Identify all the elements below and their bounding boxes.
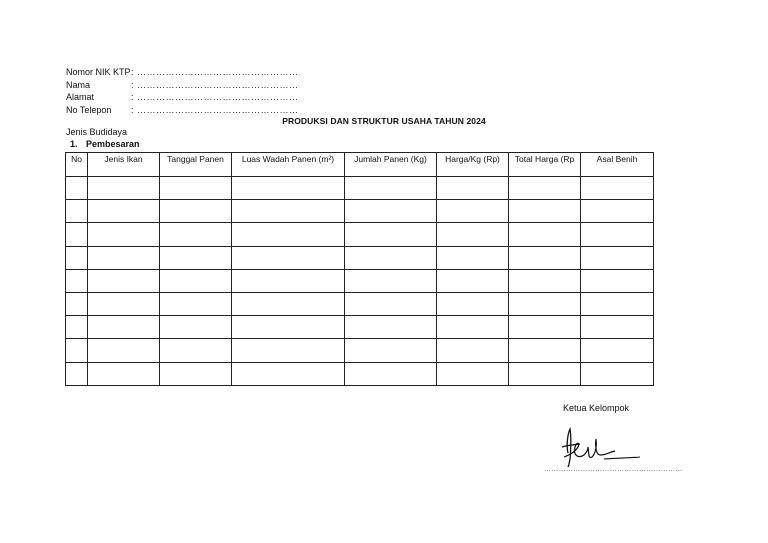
table-cell[interactable] bbox=[88, 246, 160, 269]
table-cell[interactable] bbox=[345, 200, 437, 223]
table-cell[interactable] bbox=[345, 339, 437, 362]
section-number: 1. bbox=[70, 139, 78, 149]
table-cell[interactable] bbox=[437, 269, 509, 292]
table-cell[interactable] bbox=[232, 177, 345, 200]
table-body bbox=[66, 177, 654, 386]
table-cell[interactable] bbox=[160, 246, 232, 269]
column-header: Luas Wadah Panen (m²) bbox=[232, 153, 345, 177]
table-cell[interactable] bbox=[160, 223, 232, 246]
table-cell[interactable] bbox=[88, 223, 160, 246]
table-row bbox=[66, 339, 654, 362]
table-cell[interactable] bbox=[581, 316, 654, 339]
column-header: Tanggal Panen bbox=[160, 153, 232, 177]
title-text: PRODUKSI DAN STRUKTUR USAHA TAHUN 2024 bbox=[282, 116, 486, 126]
column-header: Jumlah Panen (Kg) bbox=[345, 153, 437, 177]
table-cell[interactable] bbox=[509, 292, 581, 315]
table-cell[interactable] bbox=[581, 177, 654, 200]
table-cell[interactable] bbox=[509, 246, 581, 269]
table-cell[interactable] bbox=[345, 316, 437, 339]
table-cell[interactable] bbox=[232, 246, 345, 269]
table-cell[interactable] bbox=[581, 246, 654, 269]
table-cell[interactable] bbox=[581, 223, 654, 246]
table-row bbox=[66, 246, 654, 269]
table-cell[interactable] bbox=[437, 292, 509, 315]
field-value: : …………………………………………… bbox=[131, 92, 299, 102]
table-row bbox=[66, 362, 654, 385]
table-cell[interactable] bbox=[88, 316, 160, 339]
table-cell[interactable] bbox=[345, 223, 437, 246]
field-value: : …………………………………………… bbox=[131, 104, 299, 115]
table-cell[interactable] bbox=[66, 316, 88, 339]
production-table bbox=[65, 152, 654, 386]
column-header: Harga/Kg (Rp) bbox=[437, 153, 509, 177]
table-cell[interactable] bbox=[509, 269, 581, 292]
table-cell[interactable] bbox=[581, 269, 654, 292]
signature-label: Ketua Kelompok bbox=[563, 403, 630, 413]
section-heading bbox=[70, 139, 140, 149]
table-cell[interactable] bbox=[88, 292, 160, 315]
table-cell[interactable] bbox=[345, 177, 437, 200]
column-header: No bbox=[66, 153, 88, 177]
column-header: Jenis Ikan bbox=[88, 153, 160, 177]
table-cell[interactable] bbox=[232, 223, 345, 246]
table-cell[interactable] bbox=[345, 246, 437, 269]
field-label: No Telepon bbox=[66, 104, 112, 115]
table-cell[interactable] bbox=[66, 362, 88, 385]
table-cell[interactable] bbox=[160, 200, 232, 223]
signature-line: ………………………………………………… bbox=[544, 466, 683, 473]
table-cell[interactable] bbox=[88, 362, 160, 385]
table-cell[interactable] bbox=[160, 362, 232, 385]
table-cell[interactable] bbox=[66, 292, 88, 315]
table-row bbox=[66, 316, 654, 339]
field-nik bbox=[66, 66, 299, 79]
table-cell[interactable] bbox=[437, 177, 509, 200]
table-cell[interactable] bbox=[232, 269, 345, 292]
field-telepon bbox=[66, 104, 299, 117]
table-cell[interactable] bbox=[232, 292, 345, 315]
table-cell[interactable] bbox=[66, 339, 88, 362]
table-row bbox=[66, 269, 654, 292]
table-row bbox=[66, 292, 654, 315]
table-row bbox=[66, 200, 654, 223]
document-title bbox=[0, 116, 768, 126]
table-cell[interactable] bbox=[160, 177, 232, 200]
table-cell[interactable] bbox=[509, 339, 581, 362]
table-cell[interactable] bbox=[88, 177, 160, 200]
field-label: Nomor NIK KTP bbox=[66, 67, 131, 77]
table-cell[interactable] bbox=[160, 316, 232, 339]
table-cell[interactable] bbox=[437, 316, 509, 339]
table-cell[interactable] bbox=[509, 316, 581, 339]
table-cell[interactable] bbox=[509, 362, 581, 385]
field-value: : …………………………………………… bbox=[131, 79, 299, 90]
table-cell[interactable] bbox=[160, 339, 232, 362]
handwritten-signature bbox=[560, 425, 642, 469]
table-cell[interactable] bbox=[509, 200, 581, 223]
identity-fields bbox=[66, 66, 299, 116]
jenis-budidaya-label: Jenis Budidaya bbox=[66, 127, 128, 137]
field-label: Alamat bbox=[66, 92, 95, 102]
field-nama bbox=[66, 79, 299, 92]
table-cell[interactable] bbox=[581, 200, 654, 223]
table-cell[interactable] bbox=[160, 269, 232, 292]
table-cell[interactable] bbox=[66, 177, 88, 200]
table-cell[interactable] bbox=[581, 292, 654, 315]
table-cell[interactable] bbox=[232, 339, 345, 362]
table-header-row bbox=[66, 153, 654, 177]
table-cell[interactable] bbox=[345, 269, 437, 292]
table-cell[interactable] bbox=[437, 339, 509, 362]
column-header: Total Harga (Rp bbox=[509, 153, 581, 177]
table-cell[interactable] bbox=[437, 246, 509, 269]
table-cell[interactable] bbox=[581, 362, 654, 385]
table-cell[interactable] bbox=[232, 362, 345, 385]
table-cell[interactable] bbox=[160, 292, 232, 315]
field-label: Nama bbox=[66, 79, 91, 90]
table-cell[interactable] bbox=[232, 200, 345, 223]
table-cell[interactable] bbox=[509, 223, 581, 246]
table-cell[interactable] bbox=[66, 200, 88, 223]
field-value: : …………………………………………… bbox=[131, 67, 299, 77]
field-alamat bbox=[66, 91, 299, 104]
table-cell[interactable] bbox=[509, 177, 581, 200]
table-cell[interactable] bbox=[581, 339, 654, 362]
table-cell[interactable] bbox=[437, 223, 509, 246]
table-cell[interactable] bbox=[88, 200, 160, 223]
table-row bbox=[66, 177, 654, 200]
section-label: Pembesaran bbox=[86, 139, 140, 149]
table-cell[interactable] bbox=[66, 223, 88, 246]
table-cell[interactable] bbox=[345, 362, 437, 385]
table-cell[interactable] bbox=[88, 269, 160, 292]
table-cell[interactable] bbox=[437, 362, 509, 385]
table-cell[interactable] bbox=[232, 316, 345, 339]
column-header: Asal Benih bbox=[581, 153, 654, 177]
table-cell[interactable] bbox=[88, 339, 160, 362]
table-cell[interactable] bbox=[66, 269, 88, 292]
table-cell[interactable] bbox=[345, 292, 437, 315]
table-row bbox=[66, 223, 654, 246]
table-cell[interactable] bbox=[66, 246, 88, 269]
table-cell[interactable] bbox=[437, 200, 509, 223]
